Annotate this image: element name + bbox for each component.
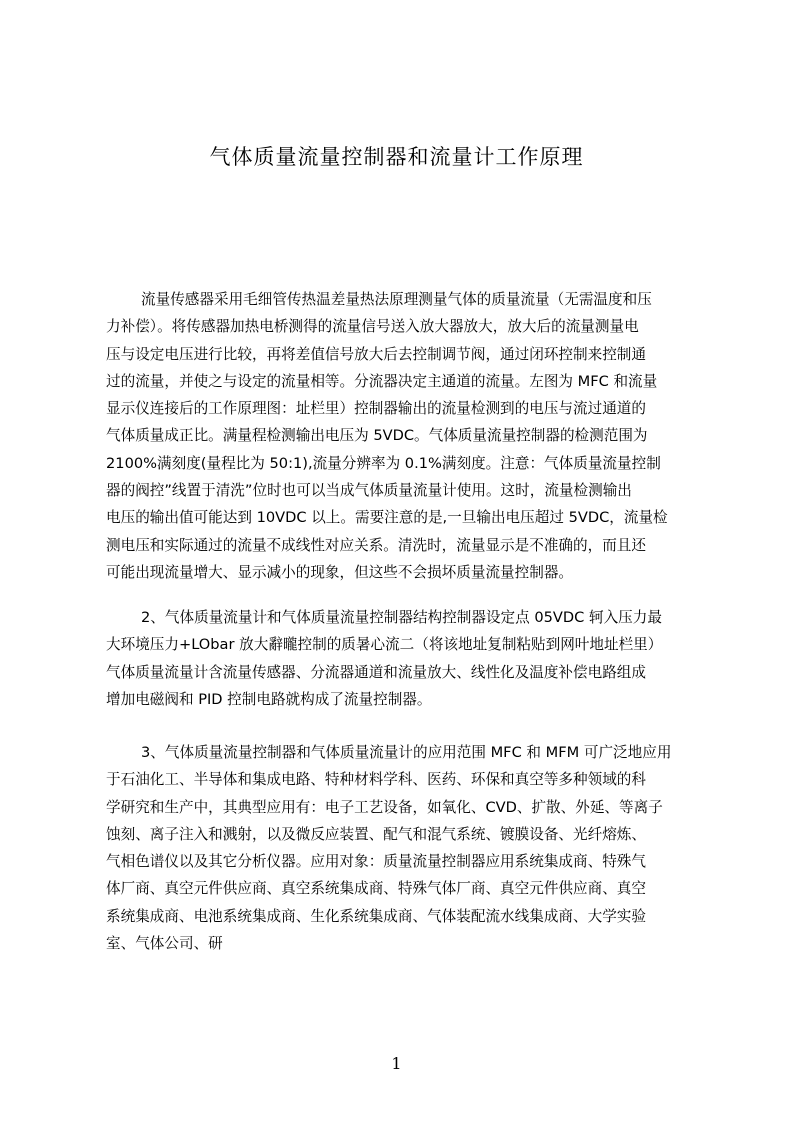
paragraph-applications [106, 739, 712, 957]
paragraph-line: 流量传感器采用毛细管传热温差量热法原理测量气体的质量流量（无需温度和压 [141, 291, 652, 308]
paragraph-line: 增加电磁阀和 PID 控制电路就构成了流量控制器。 [106, 690, 432, 708]
document-title: 气体质量流量控制器和流量计工作原理 [209, 145, 584, 169]
paragraph-line: 可能出现流量增大、显示减小的现象，但这些不会损坏质量流量控制器。 [106, 563, 574, 581]
paragraph-line: 系统集成商、电池系统集成商、生化系统集成商、气体装配流水线集成商、大学实验 [106, 907, 646, 925]
paragraph-line: 器的阀控”线置于清洗”位时也可以当成气体质量流量计使用。这时，流量检测输出 [106, 482, 632, 500]
paragraph-line: 学研究和生产中，其典型应用有：电子工艺设备，如氧化、CVD、扩散、外延、等离子 [106, 798, 663, 816]
paragraph-line: 显示仪连接后的工作原理图：址栏里）控制器输出的流量检测到的电压与流过通道的 [106, 400, 646, 418]
paragraph-line: 力补偿）。将传感器加热电桥测得的流量信号送入放大器放大，放大后的流量测量电 [106, 318, 639, 336]
paragraph-line: 气体质量成正比。满量程检测输出电压为 5VDC。气体质量流量控制器的检测范围为 [106, 427, 648, 445]
paragraph-line: 测电压和实际通过的流量不成线性对应关系。清洗时，流量显示是不准确的，而且还 [106, 536, 646, 554]
paragraph-line: 蚀刻、离子注入和溅射，以及微反应装置、配气和混气系统、镀膜设备、光纤熔炼、 [106, 825, 646, 843]
paragraph-line: 电压的输出值可能达到 10VDC 以上。需要注意的是,一旦输出电压超过 5VDC，流量检 [106, 509, 668, 527]
paragraph-line: 过的流量，并使之与设定的流量相等。分流器决定主通道的流量。左图为 MFC 和流量 [106, 372, 658, 390]
paragraph-line: 压与设定电压进行比较，再将差值信号放大后去控制调节阀，通过闭环控制来控制通 [106, 345, 646, 363]
paragraph-structure [106, 604, 712, 713]
paragraph-line: 2、气体质量流量计和气体质量流量控制器结构控制器设定点 05VDC 轲入压力最 [141, 609, 662, 626]
paragraph-line: 体厂商、真空元件供应商、真空系统集成商、特殊气体厂商、真空元件供应商、真空 [106, 880, 646, 898]
paragraph-line: 3、气体质量流量控制器和气体质量流量计的应用范围 MFC 和 MFM 可广泛地应用 [141, 744, 672, 761]
paragraph-line: 气相色谱仪以及其它分析仪器。应用对象：质量流量控制器应用系统集成商、特殊气 [106, 853, 646, 871]
paragraph-line: 室、气体公司、研 [106, 935, 223, 953]
paragraph-line: 于石油化工、半导体和集成电路、特种材料学科、医药、环保和真空等多种领域的科 [106, 771, 646, 789]
paragraph-line: 气体质量流量计含流量传感器、分流器通道和流量放大、线性化及温度补偿电路组成 [106, 663, 646, 681]
paragraph-line: 大环境压力+LObar 放大辭曨控制的质暑心流二（将该地址复制粘贴到网叶地址栏里） [106, 636, 663, 654]
page-number: 1 [391, 1054, 402, 1073]
paragraph-flow-sensor [106, 286, 712, 586]
paragraph-line: 2100%满刻度(量程比为 50:1),流量分辨率为 0.1%满刻度。注意：气体质量流量控制 [106, 454, 661, 472]
